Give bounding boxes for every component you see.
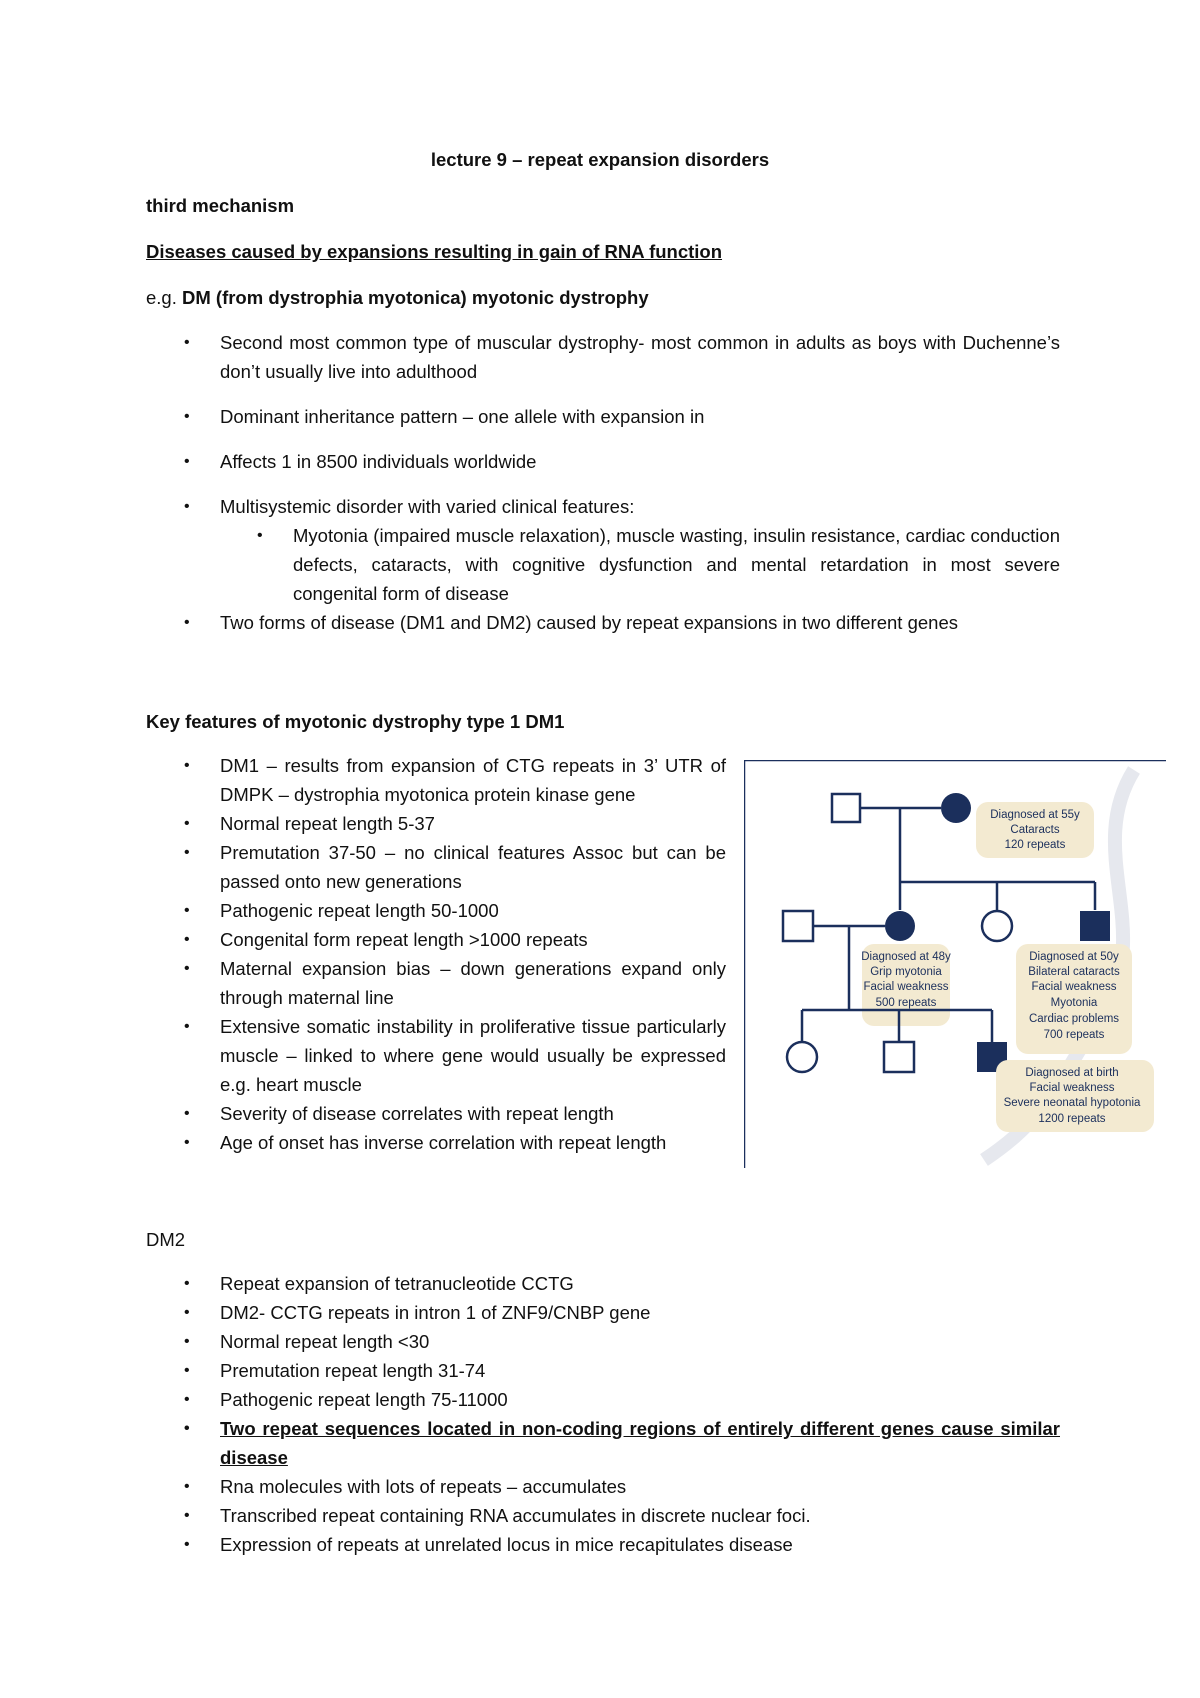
list-item: • Rna molecules with lots of repeats – accumulates: [146, 1472, 1060, 1501]
list-item: • Maternal expansion bias – down generations expand only through maternal line: [146, 954, 726, 1012]
list-item: • Congenital form repeat length >1000 repeats: [146, 925, 726, 954]
pedigree-label-line: Facial weakness: [863, 981, 949, 993]
list-item: • Pathogenic repeat length 50-1000: [146, 896, 726, 925]
pedigree-label-line: Severe neonatal hypotonia: [1003, 1097, 1141, 1109]
section-heading: third mechanism: [146, 195, 295, 216]
pedigree-male-unaffected: [884, 1042, 914, 1072]
list-item: • Two forms of disease (DM1 and DM2) caused by repeat expansions in two different genes: [146, 608, 1060, 637]
pedigree-female-affected: [941, 793, 971, 823]
pedigree-label-line: Diagnosed at 48y: [861, 951, 951, 963]
example-line: [146, 283, 1060, 312]
list-item: • Dominant inheritance pattern – one allele with expansion in: [146, 402, 1060, 431]
list-item: • Severity of disease correlates with repeat length: [146, 1099, 726, 1128]
pedigree-label-line: Cataracts: [1010, 824, 1060, 836]
dm1-heading: Key features of myotonic dystrophy type 1 DM1: [146, 711, 565, 732]
list-item: • Repeat expansion of tetranucleotide CCTG: [146, 1269, 1060, 1298]
pedigree-male-unaffected: [783, 911, 813, 941]
pedigree-label-line: 1200 repeats: [1038, 1113, 1106, 1125]
pedigree-label-line: 120 repeats: [1004, 839, 1066, 851]
dm2-bullet-list: [146, 1269, 1060, 1559]
page-title: lecture 9 – repeat expansion disorders: [430, 149, 770, 170]
list-item: • DM2- CCTG repeats in intron 1 of ZNF9/CNBP gene: [146, 1298, 1060, 1327]
list-item: • Transcribed repeat containing RNA accumulates in discrete nuclear foci.: [146, 1501, 1060, 1530]
list-item: • Age of onset has inverse correlation with repeat length: [146, 1128, 726, 1157]
dm2-heading: DM2: [146, 1229, 186, 1250]
pedigree-male-affected: [1080, 911, 1110, 941]
pedigree-female-unaffected: [982, 911, 1012, 941]
pedigree-label-line: Bilateral cataracts: [1028, 966, 1120, 978]
example-prefix: e.g.: [146, 287, 182, 308]
section-subheading: Diseases caused by expansions resulting in gain of RNA function: [146, 241, 723, 262]
list-item: • Pathogenic repeat length 75-11000: [146, 1385, 1060, 1414]
list-item: • Expression of repeats at unrelated locus in mice recapitulates disease: [146, 1530, 1060, 1559]
list-item: • Affects 1 in 8500 individuals worldwide: [146, 447, 1060, 476]
pedigree-label-line: Facial weakness: [1031, 981, 1117, 993]
list-item: • Multisystemic disorder with varied clinical features:: [146, 492, 1060, 521]
pedigree-label-line: Grip myotonia: [870, 966, 942, 978]
list-item: • DM1 – results from expansion of CTG repeats in 3’ UTR of DMPK – dystrophia myotonica protein kinase gene: [146, 751, 726, 809]
list-item: • Extensive somatic instability in proliferative tissue particularly muscle – linked to where gene would usually be expressed e.g. heart muscle: [146, 1012, 726, 1099]
sub-list-item: • Myotonia (impaired muscle relaxation), muscle wasting, insulin resistance, cardiac conduction defects, cataracts, with cognitive dysfunction and mental retardation in most severe congenital form of disease: [146, 521, 1060, 608]
pedigree-female-affected: [885, 911, 915, 941]
dm1-bullet-list: [146, 751, 726, 1157]
list-item: • Two repeat sequences located in non-coding regions of entirely different genes cause similar disease: [146, 1414, 1060, 1472]
pedigree-female-unaffected: [787, 1042, 817, 1072]
list-item: • Premutation repeat length 31-74: [146, 1356, 1060, 1385]
list-item: • Premutation 37-50 – no clinical features Assoc but can be passed onto new generations: [146, 838, 726, 896]
pedigree-label-line: 700 repeats: [1043, 1029, 1105, 1041]
pedigree-label-line: Facial weakness: [1029, 1082, 1115, 1094]
pedigree-diagram: [744, 760, 1166, 1168]
list-item: • Normal repeat length 5-37: [146, 809, 726, 838]
list-item: • Second most common type of muscular dystrophy- most common in adults as boys with Duchenne’s don’t usually live into adulthood: [146, 328, 1060, 386]
dm-bullet-list: [146, 328, 1060, 637]
pedigree-label-line: Cardiac problems: [1028, 1013, 1120, 1025]
list-item: • Normal repeat length <30: [146, 1327, 1060, 1356]
pedigree-label-line: Myotonia: [1050, 997, 1098, 1009]
pedigree-figure: [744, 760, 1166, 1168]
pedigree-label-line: Diagnosed at birth: [1025, 1067, 1119, 1079]
pedigree-male-unaffected: [832, 794, 860, 822]
example-text: DM (from dystrophia myotonica) myotonic dystrophy: [182, 287, 649, 308]
pedigree-label-line: Diagnosed at 55y: [990, 809, 1080, 821]
pedigree-label-line: 500 repeats: [875, 997, 937, 1009]
pedigree-label-line: Diagnosed at 50y: [1029, 951, 1119, 963]
